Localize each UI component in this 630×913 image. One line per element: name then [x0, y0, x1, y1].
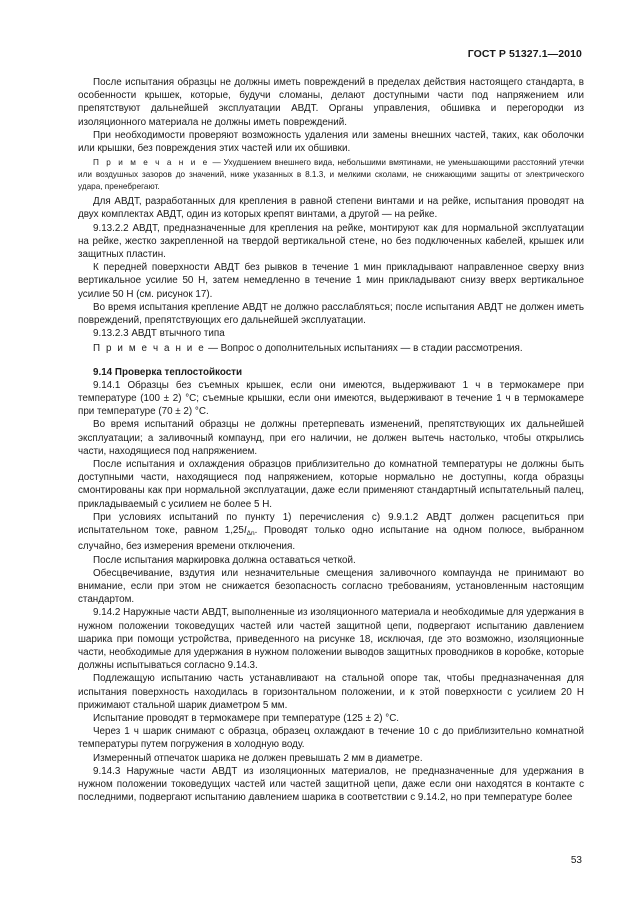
paragraph: Подлежащую испытанию часть устанавливают на стальной опоре так, чтобы предназначенная для испытания поверхность находилась в горизонтальном положении, и к этой поверхности с усилием 20 Н прижимают стальной шарик диаметром 5 мм.: [78, 673, 584, 711]
paragraph: Испытание проводят в термокамере при температуре (125 ± 2) °С.: [93, 712, 400, 724]
paragraph: При необходимости проверяют возможность удаления или замены внешних частей, таких, как оболочки или крышки, без повреждения этих частей или их обшивки.: [78, 129, 584, 155]
paragraph: Обесцвечивание, вздутия или незначительные смещения заливочного компаунда не принимают во внимание, если при этом не снижается безопасность согласно требованиям, установленным настоящим стандартом.: [78, 567, 584, 606]
paragraph: 9.13.2.2 АВДТ, предназначенные для крепления на рейке, монтируют как для нормальной эксплуатации на рейке, жестко закрепленной на твердой вертикальной стене, но без подключенных кабелей, крышек или защитных пластин.: [78, 222, 584, 261]
paragraph: После испытания образцы не должны иметь повреждений в пределах действия настоящего стандарта, в особенности крышек, которые, будучи сломаны, делают доступными части под напряжением или препятствуют дальнейшей эксплуатации АВДТ. Органы управления, обшивка и перегородки из изоляционного материала не должны иметь повреждений.: [78, 77, 584, 128]
section-heading: 9.14 Проверка теплостойкости: [93, 366, 243, 378]
page-content: [78, 76, 584, 804]
paragraph: Измеренный отпечаток шарика не должен превышать 2 мм в диаметре.: [93, 752, 423, 764]
current-subscript: Δn: [246, 530, 255, 538]
paragraph: 9.14.1 Образцы без съемных крышек, если они имеются, выдерживают 1 ч в термокамере при температуре (100 ± 2) °С; съемные крышки, если они имеются, выдерживают в течение 1 ч в термокамере при температуре (70 ± 2) °С.: [78, 379, 584, 418]
paragraph: Для АВДТ, разработанных для крепления в равной степени винтами и на рейке, испытания проводят на двух комплектах АВДТ, один из которых крепят винтами, а другой — на рейке.: [78, 196, 584, 221]
current-symbol: I: [243, 525, 247, 537]
paragraph: После испытания маркировка должна оставаться четкой.: [93, 554, 356, 566]
paragraph: 9.13.2.3 АВДТ втычного типа: [93, 328, 225, 340]
paragraph: После испытания и охлаждения образцов приблизительно до комнатной температуры не должны быть доступными части, находящиеся под напряжением, которые нормально не доступны, когда образцы смонтированы как при нормальной эксплуатации, даже если применяют стандартный испытательный палец, прикладываемый с усилием не более 5 Н.: [78, 459, 584, 510]
note-paragraph: [78, 342, 584, 355]
paragraph: Через 1 ч шарик снимают с образца, образец охлаждают в течение 10 с до приблизительно комнатной температуры путем погружения в холодную воду.: [78, 726, 584, 751]
paragraph: К передней поверхности АВДТ без рывков в течение 1 мин прикладывают направленное сверху вниз вертикальное усилие 50 Н, затем немедленно в течение 1 мин прикладывают снизу вверх вертикальное усилие 50 Н (см. рисунок 17).: [78, 262, 584, 300]
paragraph-text: . Проводят только одно испытание на одном полюсе, выбранном случайно, без измерения времени отключения.: [78, 525, 584, 553]
paragraph: 9.14.2 Наружные части АВДТ, выполненные из изоляционного материала и необходимые для удержания в нужном положении токоведущих частей или частей защитной цепи, подвергают испытанию давлением шарика при помощи устройства, приведенного на рисунке 18, исключая, где это возможно, изоляционные части, необходимые для удержания в нужном положении выводов защитных проводников в коробке, которые должны испытываться согласно 9.14.3.: [78, 607, 584, 672]
paragraph: Во время испытаний образцы не должны претерпевать изменений, препятствующих их дальнейшей эксплуатации; а заливочный компаунд, при его наличии, не должен вытечь настолько, чтобы открылись части, находящиеся под напряжением.: [78, 419, 584, 457]
note-text: — Ухудшением внешнего вида, небольшими вмятинами, не уменьшающими расстояний утечки или воздушных зазоров до значений, ниже указанных в 8.1.3, и мелкими сколами, не снижающими защиты от электрического удара, пренебрегают.: [78, 158, 585, 192]
note-label: П р и м е ч а н и е: [93, 158, 210, 168]
paragraph: Во время испытания крепление АВДТ не должно расслабляться; после испытания АВДТ не должен иметь повреждений, препятствующих его дальнейшей эксплуатации.: [78, 301, 584, 327]
paragraph: 9.14.3 Наружные части АВДТ из изоляционных материалов, не предназначенные для удержания в нужном положении токоведущих частей или частей защитной цепи, даже если они находятся в контакте с последними, подвергают испытанию давлением шарика в соответствии с 9.14.2, но при температуре более: [78, 765, 584, 804]
paragraph-text: При условиях испытаний по пункту 1) перечисления с) 9.9.1.2 АВДТ должен расцепиться при испытательном токе, равном 1,25: [78, 511, 584, 537]
spacer: [78, 356, 584, 362]
note-paragraph: [78, 157, 584, 193]
paragraph: [78, 511, 584, 554]
page-number: 53: [570, 855, 582, 866]
standard-header: ГОСТ Р 51327.1—2010: [467, 48, 582, 60]
note-label: П р и м е ч а н и е: [93, 343, 206, 355]
note-text: — Вопрос о дополнительных испытаниях — в стадии рассмотрения.: [205, 343, 523, 355]
